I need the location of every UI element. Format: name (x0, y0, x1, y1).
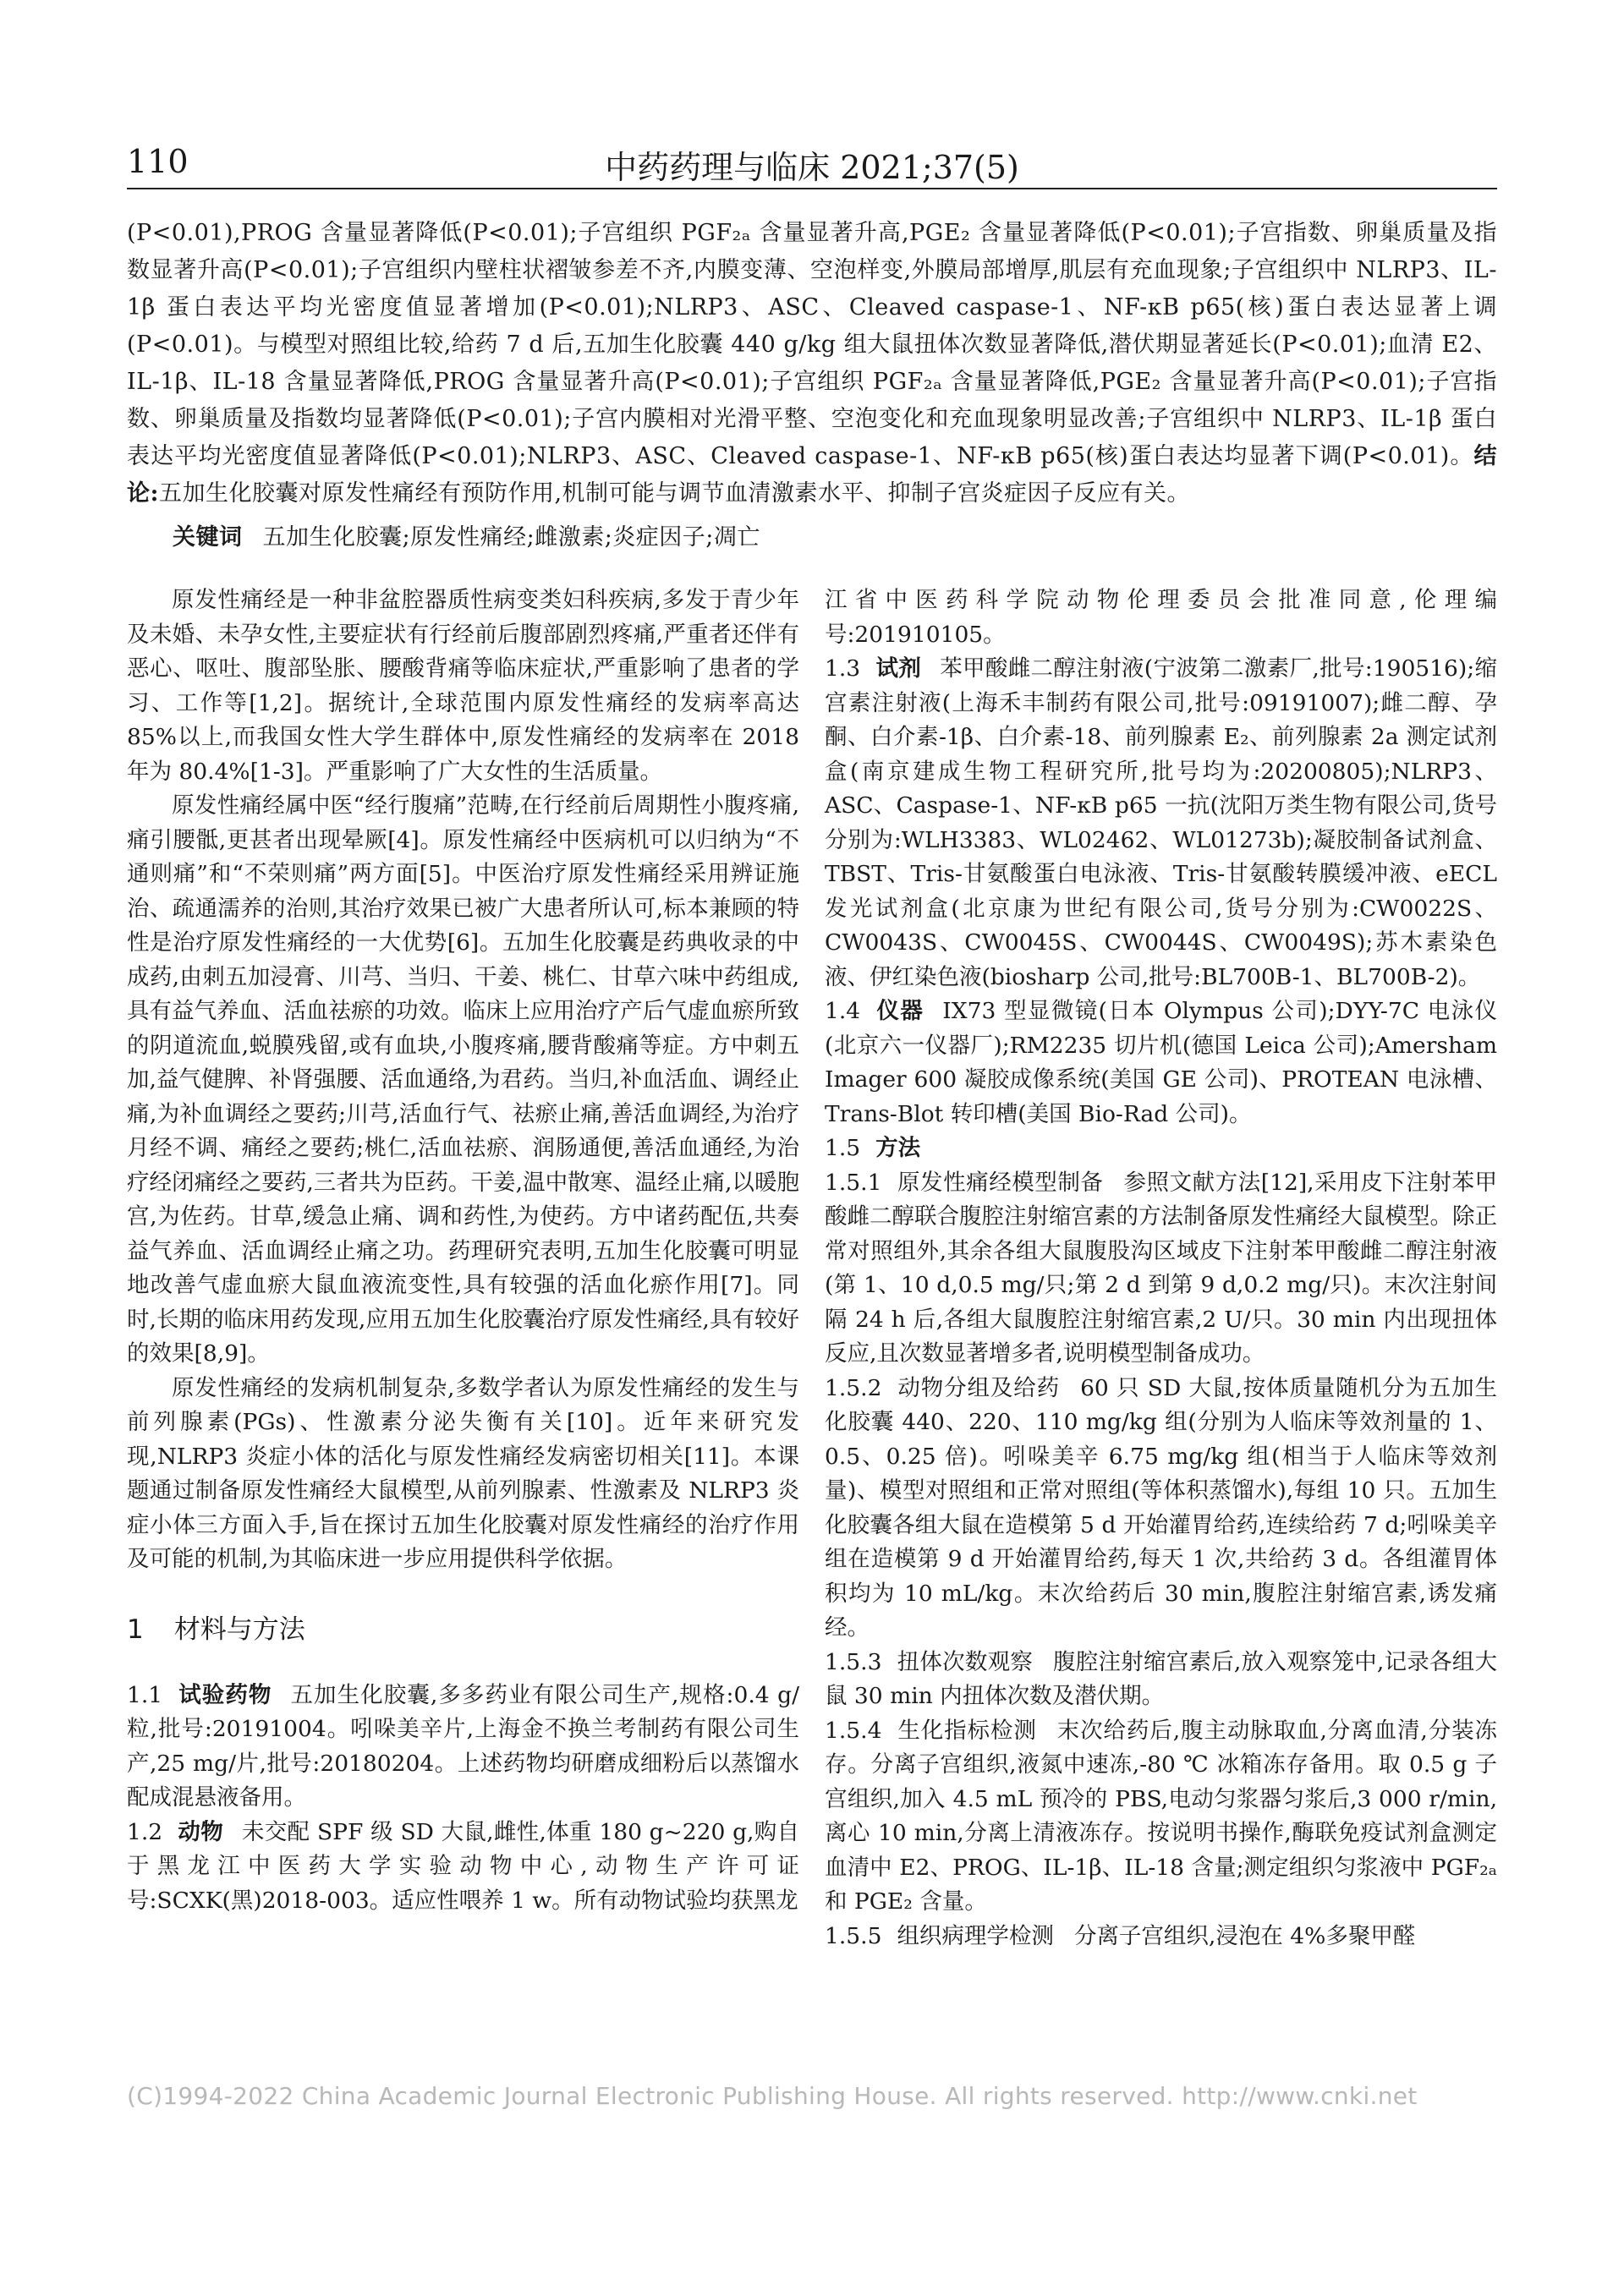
subsection-label: 试剂 (875, 655, 922, 682)
subsection-number: 1.4 (825, 998, 861, 1024)
subsection-number: 1.3 (825, 655, 861, 682)
subsection-text: 未交配 SPF 级 SD 大鼠,雌性,体重 180 g~220 g,购自于黑龙江中医药大学实验动物中心,动物生产许可证号:SCXK(黑)2018-003。适应性喂养 1 w。所有动物试验均获黑龙 (127, 1818, 799, 1914)
subsection-1-5 (825, 1132, 1497, 1166)
subsection-number: 1.1 (127, 1681, 163, 1708)
intro-paragraph-3: 原发性痛经的发病机制复杂,多数学者认为原发性痛经的发生与前列腺素(PGs)、性激素分泌失衡有关[10]。近年来研究发现,NLRP3 炎症小体的活化与原发性痛经发病密切相关[11]。本课题通过制备原发性痛经大鼠模型,从前列腺素、性激素及 NLRP3 炎症小体三方面入手,旨在探讨五加生化胶囊对原发性痛经的治疗作用及可能的机制,为其临床进一步应用提供科学依据。 (127, 1374, 799, 1572)
subsection-number: 1.2 (127, 1818, 163, 1845)
subsection-number: 1.5.5 (825, 1922, 882, 1949)
subsection-text: 末次给药后,腹主动脉取血,分离血清,分装冻存。分离子宫组织,液氮中速冻,-80 ℃ 冰箱冻存备用。取 0.5 g 子宫组织,加入 4.5 mL 预冷的 PBS,电动匀浆器匀浆后,3 000 r/min,离心 10 min,分离上清液冻存。按说明书操作,酶联免疫试剂盒测定血清中 E2、PROG、IL-1β、IL-18 含量;测定组织匀浆液中 PGF₂ₐ 和 PGE₂ 含量。 (825, 1717, 1497, 1915)
left-column (127, 584, 799, 1918)
subsection-label: 试验药物 (178, 1681, 272, 1708)
subsection-title: 组织病理学检测 (897, 1922, 1054, 1949)
intro-paragraph-1: 原发性痛经是一种非盆腔器质性病变类妇科疾病,多发于青少年及未婚、未孕女性,主要症状有行经前后腹部剧烈疼痛,严重者还伴有恶心、呕吐、腹部坠胀、腰酸背痛等临床症状,严重影响了患者的学习、工作等[1,2]。据统计,全球范围内原发性痛经的发病率高达 85%以上,而我国女性大学生群体中,原发性痛经的发病率在 2018 年为 80.4%[1-3]。严重影响了广大女性的生活质量。 (127, 587, 799, 785)
subsection-number: 1.5.3 (825, 1648, 882, 1675)
subsection-number: 1.5 (825, 1135, 861, 1161)
subsection-text: 五加生化胶囊,多多药业有限公司生产,规格:0.4 g/粒,批号:20191004。吲哚美辛片,上海金不换兰考制药有限公司生产,25 mg/片,批号:20180204。上述药物均研磨成细粉后以蒸馏水配成混悬液备用。 (127, 1681, 800, 1811)
keywords (127, 519, 1497, 556)
subsection-label: 动物 (178, 1818, 223, 1845)
abstract (127, 215, 1497, 556)
keywords-text: 五加生化胶囊;原发性痛经;雌激素;炎症因子;凋亡 (262, 524, 760, 551)
section-title: 材料与方法 (173, 1614, 305, 1645)
subsection-1-2 (127, 1816, 799, 1919)
subsection-1-5-1 (825, 1166, 1497, 1372)
continued-paragraph: 江省中医药科学院动物伦理委员会批准同意,伦理编号:201910105。 (825, 587, 1497, 648)
abstract-body (127, 215, 1497, 512)
section-number: 1 (127, 1614, 144, 1645)
section-heading (127, 1613, 799, 1647)
subsection-number: 1.5.1 (825, 1169, 882, 1196)
page-header (127, 138, 1497, 185)
subsection-1-1 (127, 1679, 799, 1816)
subsection-text: 60 只 SD 大鼠,按体质量随机分为五加生化胶囊 440、220、110 mg/kg 组(分别为人临床等效剂量的 1、0.5、0.25 倍)。吲哚美辛 6.75 mg/kg 组(相当于人临床等效剂量)、模型对照组和正常对照组(等体积蒸馏水),每组 10 只。五加生化胶囊各组大鼠在造模第 5 d 开始灌胃给药,连续给药 7 d;吲哚美辛组在造模第 9 d 开始灌胃给药,每天 1 次,共给药 3 d。各组灌胃体积均为 10 mL/kg。末次给药后 30 min,腹腔注射缩宫素,诱发痛经。 (825, 1374, 1497, 1641)
header-rule (127, 188, 1497, 189)
copyright-watermark: (C)1994-2022 China Academic Journal Electronic Publishing House. All rights reserved. http://www.cnki.net (127, 2082, 1418, 2110)
subsection-number: 1.5.2 (825, 1374, 882, 1401)
subsection-text: 腹腔注射缩宫素后,放入观察笼中,记录各组大鼠 30 min 内扭体次数及潜伏期。 (825, 1648, 1497, 1709)
subsection-label: 仪器 (875, 998, 924, 1024)
subsection-text: IX73 型显微镜(日本 Olympus 公司);DYY-7C 电泳仪(北京六一仪器厂);RM2235 切片机(德国 Leica 公司);Amersham Imager 600 凝胶成像系统(美国 GE 公司)、PROTEAN 电泳槽、Trans-Blot 转印槽(美国 Bio-Rad 公司)。 (825, 998, 1497, 1127)
subsection-text: 分离子宫组织,浸泡在 4%多聚甲醛 (1073, 1922, 1416, 1949)
subsection-title: 生化指标检测 (897, 1717, 1037, 1744)
subsection-title: 动物分组及给药 (897, 1374, 1061, 1401)
journal-title: 中药药理与临床 2021;37(5) (605, 149, 1019, 186)
conclusion-text: 五加生化胶囊对原发性痛经有预防作用,机制可能与调节血清激素水平、抑制子宫炎症因子反应有关。 (158, 480, 1191, 507)
subsection-1-5-5 (825, 1920, 1497, 1954)
subsection-1-5-4 (825, 1714, 1497, 1920)
intro-paragraph-2: 原发性痛经属中医“经行腹痛”范畴,在行经前后周期性小腹疼痛,痛引腰骶,更甚者出现晕厥[4]。原发性痛经中医病机可以归纳为“不通则痛”和“不荣则痛”两方面[5]。中医治疗原发性痛经采用辨证施治、疏通濡养的治则,其治疗效果已被广大患者所认可,标本兼顾的特性是治疗原发性痛经的一大优势[6]。五加生化胶囊是药典收录的中成药,由刺五加浸膏、川芎、当归、干姜、桃仁、甘草六味中药组成,具有益气养血、活血祛瘀的功效。临床上应用治疗产后气虚血瘀所致的阴道流血,蜕膜残留,或有血块,小腹疼痛,腰背酸痛等症。方中刺五加,益气健脾、补肾强腰、活血通络,为君药。当归,补血活血、调经止痛,为补血调经之要药;川芎,活血行气、祛瘀止痛,善活血调经,为治疗月经不调、痛经之要药;桃仁,活血祛瘀、润肠通便,善活血通经,为治疗经闭痛经之要药,三者共为臣药。干姜,温中散寒、温经止痛,以暖胞宫,为佐药。甘草,缓急止痛、调和药性,为使药。方中诸药配伍,共奏益气养血、活血调经止痛之功。药理研究表明,五加生化胶囊可明显地改善气虚血瘀大鼠血液流变性,具有较强的活血化瘀作用[7]。同时,长期的临床用药发现,应用五加生化胶囊治疗原发性痛经,具有较好的效果[8,9]。 (127, 792, 799, 1367)
subsection-1-5-3 (825, 1646, 1497, 1714)
conclusion-label: 结论: (127, 443, 1497, 507)
subsection-1-3 (825, 652, 1497, 995)
subsection-label: 方法 (875, 1135, 921, 1161)
right-column (825, 584, 1497, 1954)
subsection-1-5-2 (825, 1372, 1497, 1646)
page-number: 110 (127, 143, 189, 180)
subsection-title: 原发性痛经模型制备 (897, 1169, 1104, 1196)
abstract-results: (P<0.01),PROG 含量显著降低(P<0.01);子宫组织 PGF₂ₐ 含量显著升高,PGE₂ 含量显著降低(P<0.01);子宫指数、卵巢质量及指数显著升高(P<0.01);子宫组织内壁柱状褶皱参差不齐,内膜变薄、空泡样变,外膜局部增厚,肌层有充血现象;子宫组织中 NLRP3、IL-1β 蛋白表达平均光密度值显著增加(P<0.01);NLRP3、ASC、Cleaved caspase-1、NF-κB p65(核)蛋白表达显著上调(P<0.01)。与模型对照组比较,给药 7 d 后,五加生化胶囊 440 g/kg 组大鼠扭体次数显著降低,潜伏期显著延长(P<0.01);血清 E2、IL-1β、IL-18 含量显著降低,PROG 含量显著升高(P<0.01);子宫组织 PGF₂ₐ 含量显著降低,PGE₂ 含量显著升高(P<0.01);子宫指数、卵巢质量及指数均显著降低(P<0.01);子宫内膜相对光滑平整、空泡变化和充血现象明显改善;子宫组织中 NLRP3、IL-1β 蛋白表达平均光密度值显著降低(P<0.01);NLRP3、ASC、Cleaved caspase-1、NF-κB p65(核)蛋白表达均显著下调(P<0.01)。 (127, 220, 1497, 469)
subsection-text: 苯甲酸雌二醇注射液(宁波第二激素厂,批号:190516);缩宫素注射液(上海禾丰制药有限公司,批号:09191007);雌二醇、孕酮、白介素-1β、白介素-18、前列腺素 E₂、前列腺素 2a 测定试剂盒(南京建成生物工程研究所,批号均为:20200805);NLRP3、ASC、Caspase-1、NF-κB p65 一抗(沈阳万类生物有限公司,货号分别为:WLH3383、WL02462、WL01273b);凝胶制备试剂盒、TBST、Tris-甘氨酸蛋白电泳液、Tris-甘氨酸转膜缓冲液、eECL 发光试剂盒(北京康为世纪有限公司,货号分别为:CW0022S、CW0043S、CW0045S、CW0044S、CW0049S);苏木素染色液、伊红染色液(biosharp 公司,批号:BL700B-1、BL700B-2)。 (825, 655, 1497, 990)
subsection-1-4 (825, 995, 1497, 1132)
keywords-label: 关键词 (173, 524, 243, 551)
subsection-text: 参照文献方法[12],采用皮下注射苯甲酸雌二醇联合腹腔注射缩宫素的方法制备原发性痛经大鼠模型。除正常对照组外,其余各组大鼠腹股沟区域皮下注射苯甲酸雌二醇注射液(第 1、10 d,0.5 mg/只;第 2 d 到第 9 d,0.2 mg/只)。末次注射间隔 24 h 后,各组大鼠腹腔注射缩宫素,2 U/只。30 min 内出现扭体反应,且次数显著增多者,说明模型制备成功。 (825, 1169, 1497, 1367)
subsection-title: 扭体次数观察 (897, 1648, 1034, 1675)
subsection-number: 1.5.4 (825, 1717, 882, 1744)
